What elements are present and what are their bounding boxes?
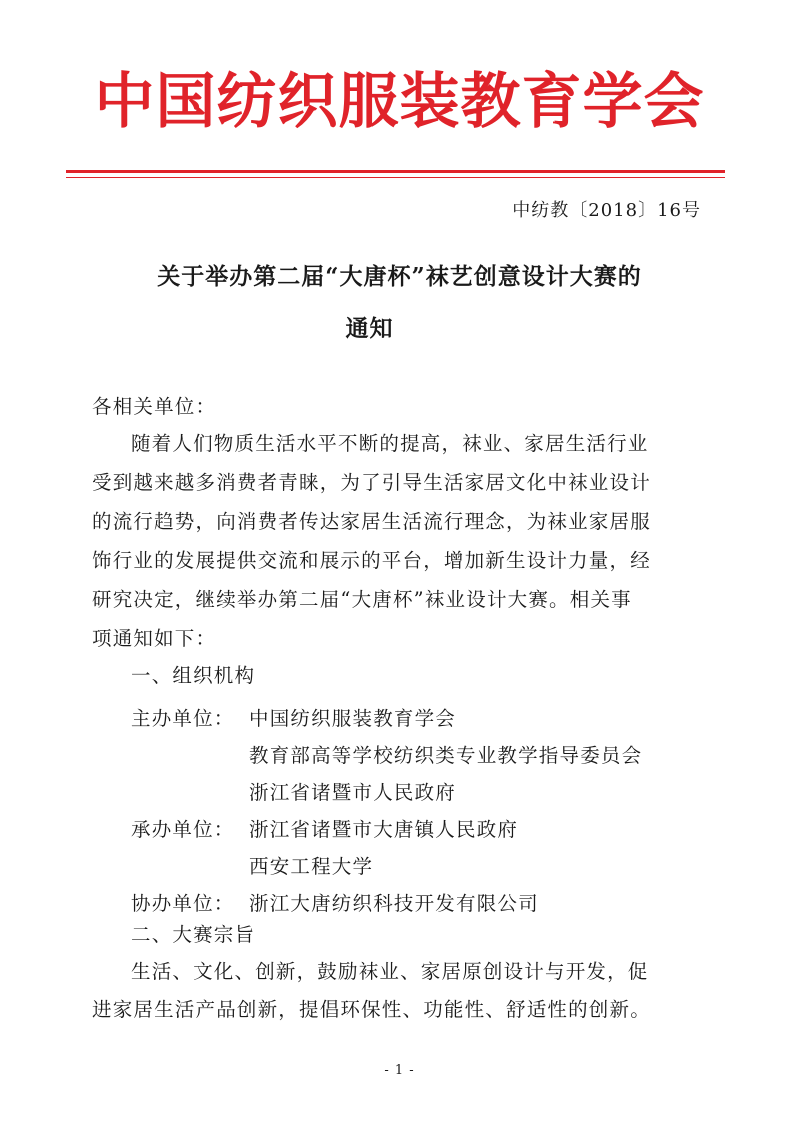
letterhead-organization: 中国纺织服装教育学会	[94, 67, 705, 137]
paragraph-line: 研究决定，继续举办第二届“大唐杯”袜业设计大赛。相关事	[92, 588, 632, 611]
paragraph-line: 进家居生活产品创新，提倡环保性、功能性、舒适性的创新。	[92, 998, 651, 1021]
paragraph-line: 受到越来越多消费者青睐，为了引导生活家居文化中袜业设计	[92, 471, 651, 494]
host-organization: 教育部高等学校纺织类专业教学指导委员会	[249, 744, 643, 767]
letterhead-thick-rule	[66, 170, 725, 173]
undertaker-organization: 浙江省诸暨市大唐镇人民政府	[249, 818, 519, 841]
document-title-line2: 通知	[345, 315, 394, 342]
host-organization: 浙江省诸暨市人民政府	[249, 781, 457, 804]
page-number: - 1 -	[384, 1063, 415, 1078]
co-organizer-label: 协办单位：	[131, 892, 235, 915]
section-heading: 一、组织机构	[131, 664, 256, 687]
letterhead-thin-rule	[66, 177, 725, 178]
paragraph-line: 饰行业的发展提供交流和展示的平台，增加新生设计力量，经	[92, 549, 651, 572]
paragraph-line: 项通知如下：	[92, 627, 217, 650]
document-number: 中纺教〔2018〕16号	[512, 200, 701, 221]
paragraph-line: 的流行趋势，向消费者传达家居生活流行理念，为袜业家居服	[92, 510, 651, 533]
section-heading: 二、大赛宗旨	[131, 923, 256, 946]
host-organization: 中国纺织服装教育学会	[249, 707, 457, 730]
paragraph-line: 随着人们物质生活水平不断的提高，袜业、家居生活行业	[131, 432, 649, 455]
undertaker-label: 承办单位：	[131, 818, 235, 841]
document-title-line1: 关于举办第二届“大唐杯”袜艺创意设计大赛的	[157, 263, 642, 290]
co-organizer: 浙江大唐纺织科技开发有限公司	[249, 892, 539, 915]
host-label: 主办单位：	[131, 707, 235, 730]
paragraph-line: 生活、文化、创新，鼓励袜业、家居原创设计与开发，促	[131, 960, 649, 983]
undertaker-organization: 西安工程大学	[249, 855, 374, 878]
salutation: 各相关单位：	[92, 395, 217, 418]
